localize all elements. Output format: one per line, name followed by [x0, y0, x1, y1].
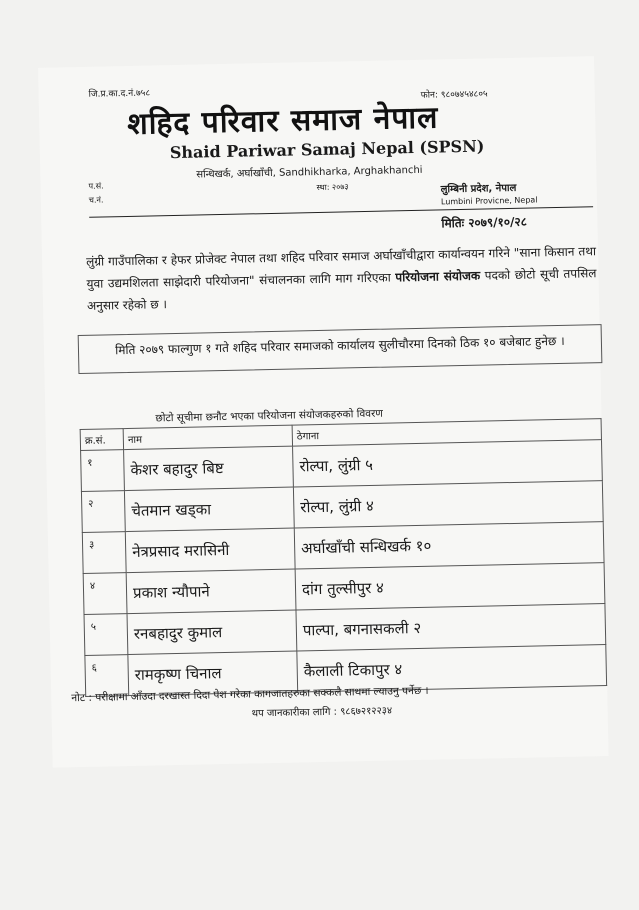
org-name-nepali: शहिद परिवार समाज नेपाल: [126, 100, 439, 142]
intro-paragraph: [86, 240, 597, 317]
row-name: रामकृष्ण चिनाल: [128, 651, 298, 696]
org-address: सन्धिखर्क, अर्घाखाँची, Sandhikharka, Arghakhanchi: [196, 164, 423, 181]
header-sn: क्र.सं.: [80, 429, 123, 451]
exam-notice: मिति २०७९ फाल्गुण १ गते शहिद परिवार समाजको कार्यालय सुलीचौरमा दिनको ठिक १० बजेबाट हुनेछ ।: [78, 324, 603, 374]
header-address: ठेगाना: [292, 419, 601, 446]
row-sn: ४: [83, 573, 127, 615]
row-sn: १: [81, 450, 125, 492]
candidates-table: [80, 418, 607, 697]
province-nepali: लुम्बिनी प्रदेश, नेपाल: [440, 182, 517, 196]
registration-number: जि.प्र.का.द.नं.७५८: [88, 88, 151, 100]
row-sn: ६: [85, 655, 129, 697]
row-name: नेत्रप्रसाद मरासिनी: [125, 528, 295, 573]
footnote: नोट : परीक्षामा आँउदा दरखास्त दिदा पेश गरेका कागजातहरुका सक्कलै साथमा ल्याउनु पर्नेछ ।: [71, 684, 429, 705]
header-name: नाम: [123, 425, 292, 450]
row-name: रनबहादुर कुमाल: [127, 610, 297, 655]
intro-highlight: परियोजना संयोजक: [395, 268, 481, 285]
intro-text-1: लुंग्री गाउँपालिका र हेफर प्रोजेक्ट नेपाल तथा शहिद परिवार समाज अर्घाखाँचीद्वारा कार्यान्वयन गरिने "साना किसान तथा युवा उद्यमशिलता साझेदारी परियोजना" संचालनका लागि माग गरिएका: [85, 244, 597, 291]
table-caption: छोटो सूचीमा छनौट भएका परियोजना संयोजकहरुको विवरण: [155, 407, 384, 425]
row-name: चेतमान खड्का: [124, 487, 294, 532]
contact-info: थप जानकारीका लागि : ९८६७२१२२३४: [251, 705, 393, 720]
letter-ps: प.सं.: [88, 181, 104, 191]
province-english: Lumbini Provicne, Nepal: [440, 195, 538, 207]
row-sn: २: [81, 491, 125, 533]
row-address: कैलाली टिकापुर ४: [297, 645, 607, 692]
row-address: रोल्पा, लुंग्री ४: [293, 481, 603, 528]
org-name-english: Shaid Pariwar Samaj Nepal (SPSN): [169, 136, 485, 163]
established-year: स्था: २०७३: [316, 182, 349, 193]
row-address: पाल्पा, बगनासकली २: [296, 604, 606, 651]
intro-text-2: पदको छोटो सूची तपसिल अनुसार रहेको छ ।: [86, 266, 597, 313]
letter-date: मितिः २०७९/१०/२८: [441, 214, 528, 231]
row-address: रोल्पा, लुंग्री ५: [293, 440, 603, 487]
row-address: अर्घाखाँची सन्धिखर्क १०: [294, 522, 604, 569]
row-name: केशर बहादुर बिष्ट: [124, 446, 294, 491]
row-name: प्रकाश न्यौपाने: [126, 569, 296, 614]
row-sn: ५: [84, 614, 128, 656]
row-sn: ३: [82, 532, 126, 574]
phone-number: फोन: ९८०७४५४८०५: [420, 89, 488, 101]
letter-page: [38, 56, 609, 767]
row-address: दांग तुल्सीपुर ४: [295, 563, 605, 610]
letter-ch: च.नं.: [88, 195, 104, 205]
